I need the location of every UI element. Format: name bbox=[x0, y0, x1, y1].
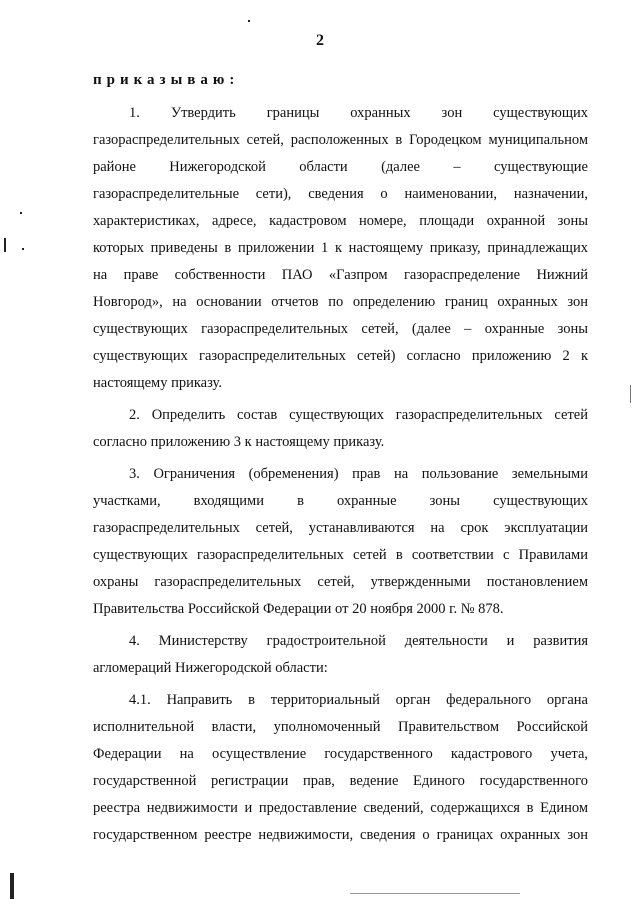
paragraph-line: которых приведены в приложении 1 к настоящему приказу, принадлежащих bbox=[93, 240, 588, 256]
paragraph-line: 1. Утвердить границы охранных зон существующих bbox=[129, 105, 588, 121]
paragraph-line: районе Нижегородской области (далее – существующие bbox=[93, 159, 588, 175]
scan-artifact bbox=[350, 893, 520, 894]
paragraph-line: существующих газораспределительных сетей в соответствии с Правилами bbox=[93, 547, 588, 563]
paragraph-line: существующих газораспределительных сетей, (далее – охранные зоны bbox=[93, 321, 588, 337]
paragraph-line: существующих газораспределительных сетей) согласно приложению 2 к bbox=[93, 348, 588, 364]
paragraph-line: настоящему приказу. bbox=[93, 375, 222, 391]
paragraph-line: 4.1. Направить в территориальный орган федерального органа bbox=[129, 692, 588, 708]
paragraph-line: согласно приложению 3 к настоящему приказу. bbox=[93, 434, 385, 450]
paragraph-line: 2. Определить состав существующих газораспределительных сетей bbox=[129, 407, 588, 423]
paragraph-line: агломераций Нижегородской области: bbox=[93, 660, 328, 676]
scan-artifact bbox=[10, 873, 14, 899]
scan-artifact bbox=[4, 238, 6, 252]
paragraph-line: реестра недвижимости и предоставление сведений, содержащихся в Едином bbox=[93, 800, 588, 816]
scan-artifact bbox=[22, 248, 24, 250]
paragraph-line: охраны газораспределительных сетей, утвержденными постановлением bbox=[93, 574, 588, 590]
paragraph-line: государственном реестре недвижимости, сведения о границах охранных зон bbox=[93, 827, 588, 843]
paragraph-line: государственной регистрации прав, ведение Единого государственного bbox=[93, 773, 588, 789]
paragraph-line: газораспределительные сети), сведения о наименовании, назначении, bbox=[93, 186, 588, 202]
paragraph-line: исполнительной власти, уполномоченный Правительством Российской bbox=[93, 719, 588, 735]
paragraph-line: 3. Ограничения (обременения) прав на пользование земельными bbox=[129, 466, 588, 482]
page-number: 2 bbox=[316, 32, 324, 49]
paragraph-line: Правительства Российской Федерации от 20 ноября 2000 г. № 878. bbox=[93, 601, 504, 617]
paragraph-line: на праве собственности ПАО «Газпром газораспределение Нижний bbox=[93, 267, 588, 283]
scan-artifact bbox=[630, 385, 631, 403]
paragraph-line: Новгород», на основании отчетов по определению границ охранных зон bbox=[93, 294, 588, 310]
paragraph-line: участками, входящими в охранные зоны существующих bbox=[93, 493, 588, 509]
paragraph-line: 4. Министерству градостроительной деятельности и развития bbox=[129, 633, 588, 649]
paragraph-line: газораспределительных сетей, расположенных в Городецком муниципальном bbox=[93, 132, 588, 148]
scan-artifact bbox=[20, 212, 22, 214]
paragraph-line: Федерации на осуществление государственного кадастрового учета, bbox=[93, 746, 588, 762]
order-heading: приказываю: bbox=[93, 72, 240, 88]
paragraph-line: характеристиках, адресе, кадастровом номере, площади охранной зоны bbox=[93, 213, 588, 229]
scan-artifact bbox=[248, 20, 250, 22]
paragraph-line: газораспределительных сетей, устанавливаются на срок эксплуатации bbox=[93, 520, 588, 536]
